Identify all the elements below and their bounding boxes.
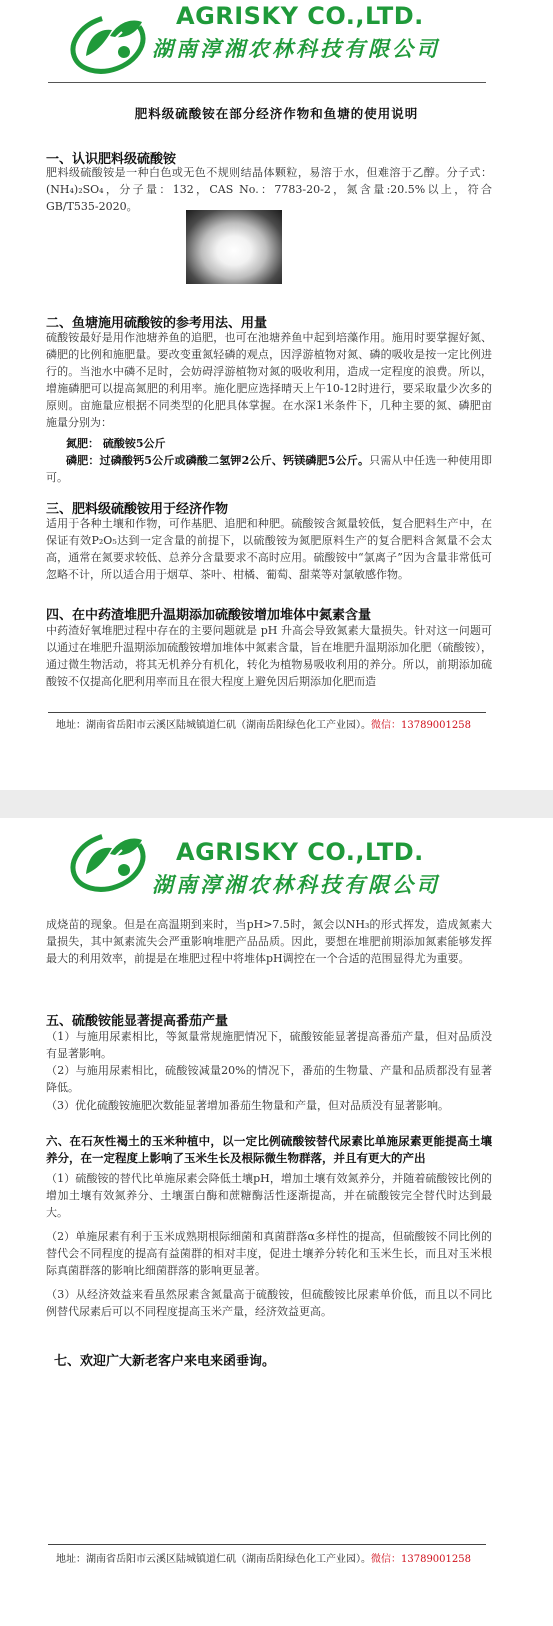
company-english-name: AGRISKY CO.,LTD. — [176, 2, 424, 30]
phosphate-dosage-bold: 磷肥：过磷酸钙5公斤或磷酸二氢钾2公斤、钙镁磷肥5公斤。 — [66, 454, 370, 467]
section-6-point-2: （2）单施尿素有利于玉米成熟期根际细菌和真菌群落α多样性的提高，但硫酸铵不同比例的替代会不同程度的提高有益菌群的相对丰度，促进土壤养分转化和玉米生长，而且对玉米根际真菌群落的影响比细菌群落的影响更显著。 — [46, 1230, 492, 1277]
section-4-text: 中药渣好氧堆肥过程中存在的主要问题就是 pH 升高会导致氮素大量损失。针对这一问题可以通过在堆肥升温期添加硫酸铵增加堆体中氮素含量，旨在堆肥升温期添加化肥（硫酸铵），通过微生物活动，将其无机养分有机化，转化为植物易吸收利用的养分。所以，前期添加硫酸铵不仅提高化肥利用率而且在很大程度上避免因后期添加化肥而造 — [46, 624, 492, 688]
company-chinese-name: 湖南淳湘农林科技有限公司 — [152, 872, 440, 897]
footer — [56, 716, 471, 731]
section-1-heading: 一、认识肥料级硫酸铵 — [46, 152, 177, 167]
footer-wechat: 微信：13789001258 — [371, 1554, 471, 1565]
footer — [56, 1550, 471, 1565]
footer-divider — [48, 712, 486, 713]
document-page-1 — [0, 0, 553, 790]
section-2-text: 硫酸铵最好是用作池塘养鱼的追肥，也可在池塘养鱼中起到培藻作用。施用时要掌握好氮、磷肥的比例和施肥量。要改变重氮轻磷的观点，因浮游植物对氮、磷的吸收是按一定比例进行的。当池水中磷不足时，会妨碍浮游植物对氮的吸收利用，造成一定程度的浪费。所以，增施磷肥可以提高氮肥的利用率。施化肥应选择晴天上午10-12时进行，要采取量少次多的原则。亩施量应根据不同类型的化肥具体掌握。在水深1米条件下，几种主要的氮、磷肥亩施量分别为： — [46, 331, 492, 429]
section-3-text: 适用于各种土壤和作物，可作基肥、追肥和种肥。硫酸铵含氮量较低，复合肥料生产中，在保证有效P₂O₅达到一定含量的前提下，以硫酸铵为氮肥原料生产的复合肥料含氮量不会太高，通常在氮要求较低、总养分含量要求不高时应用。硫酸铵中“氯离子”因为含量非常低可忽略不计，所以适合用于烟草、茶叶、柑橘、葡萄、甜菜等对氯敏感作物。 — [46, 517, 492, 581]
company-logo-icon — [66, 6, 154, 74]
letterhead — [0, 818, 553, 898]
section-5-point-3: （3）优化硫酸铵施肥次数能显著增加番茄生物量和产量，但对品质没有显著影响。 — [46, 1099, 449, 1112]
footer-address: 地址：湖南省岳阳市云溪区陆城镇道仁矶（湖南岳阳绿色化工产业园）。 — [56, 1554, 371, 1565]
section-6-point-1: （1）硫酸铵的替代比单施尿素会降低土壤pH，增加土壤有效氮养分，并随着硫酸铵比例的增加土壤有效氮养分、土壤蛋白酶和蔗糖酶活性逐渐提高，并在硫酸铵完全替代时达到最大。 — [46, 1172, 492, 1219]
footer-address: 地址：湖南省岳阳市云溪区陆城镇道仁矶（湖南岳阳绿色化工产业园）。 — [56, 720, 371, 731]
section-5-point-2: （2）与施用尿素相比，硫酸铵减量20%的情况下，番茄的生物量、产量和品质都没有显著降低。 — [46, 1064, 492, 1094]
company-logo-icon — [66, 824, 154, 892]
section-1-text: 肥料级硫酸铵是一种白色或无色不规则结晶体颗粒，易溶于水，但难溶于乙醇。分子式：(NH₄)₂SO₄，分子量：132，CAS No.：7783-20-2，氮含量:20.5%以上，符合GB/T535-2020。 — [46, 166, 492, 213]
company-english-name: AGRISKY CO.,LTD. — [176, 838, 424, 866]
nitrogen-dosage-line: 氮肥： 硫酸铵5公斤 — [66, 437, 166, 450]
section-4-heading: 四、在中药渣堆肥升温期添加硫酸铵增加堆体中氮素含量 — [46, 608, 372, 623]
document-title: 肥料级硫酸铵在部分经济作物和鱼塘的使用说明 — [134, 106, 419, 121]
section-7-heading: 七、欢迎广大新老客户来电来函垂询。 — [54, 1354, 276, 1369]
phosphate-dosage-note: 只需从中任选一种使用即可。 — [46, 454, 492, 484]
letterhead — [0, 0, 553, 80]
section-5-heading: 五、硫酸铵能显著提高番茄产量 — [46, 1014, 229, 1029]
section-2-heading: 二、鱼塘施用硫酸铵的参考用法、用量 — [46, 316, 268, 331]
section-4-continued-text: 成烧苗的现象。但是在高温期到来时，当pH>7.5时，氮会以NH₃的形式挥发，造成氮素大量损失，其中氮素流失会严重影响堆肥产品品质。因此，要想在堆肥前期添加氮素能够发挥最大的利用效率，前提是在堆肥过程中将堆体pH调控在一个合适的范围显得尤为重要。 — [46, 918, 492, 965]
header-divider — [48, 82, 486, 83]
phosphate-dosage-line — [46, 452, 492, 486]
company-chinese-name: 湖南淳湘农林科技有限公司 — [152, 36, 440, 61]
ammonium-sulfate-photo — [186, 210, 282, 284]
document-page-2 — [0, 818, 553, 1626]
footer-divider — [48, 1544, 486, 1545]
section-6-heading: 六、在石灰性褐土的玉米种植中，以一定比例硫酸铵替代尿素比单施尿素更能提高土壤养分，在一定程度上影响了玉米生长及根际微生物群落，并且有更大的产出 — [46, 1134, 492, 1165]
section-3-heading: 三、肥料级硫酸铵用于经济作物 — [46, 502, 229, 517]
section-6-point-3: （3）从经济效益来看虽然尿素含氮量高于硫酸铵，但硫酸铵比尿素单价低，而且以不同比例替代尿素后可以不同程度提高玉米产量，经济效益更高。 — [46, 1288, 492, 1318]
section-5-point-1: （1）与施用尿素相比，等氮量常规施肥情况下，硫酸铵能显著提高番茄产量，但对品质没有显著影响。 — [46, 1030, 492, 1060]
footer-wechat: 微信：13789001258 — [371, 720, 471, 731]
